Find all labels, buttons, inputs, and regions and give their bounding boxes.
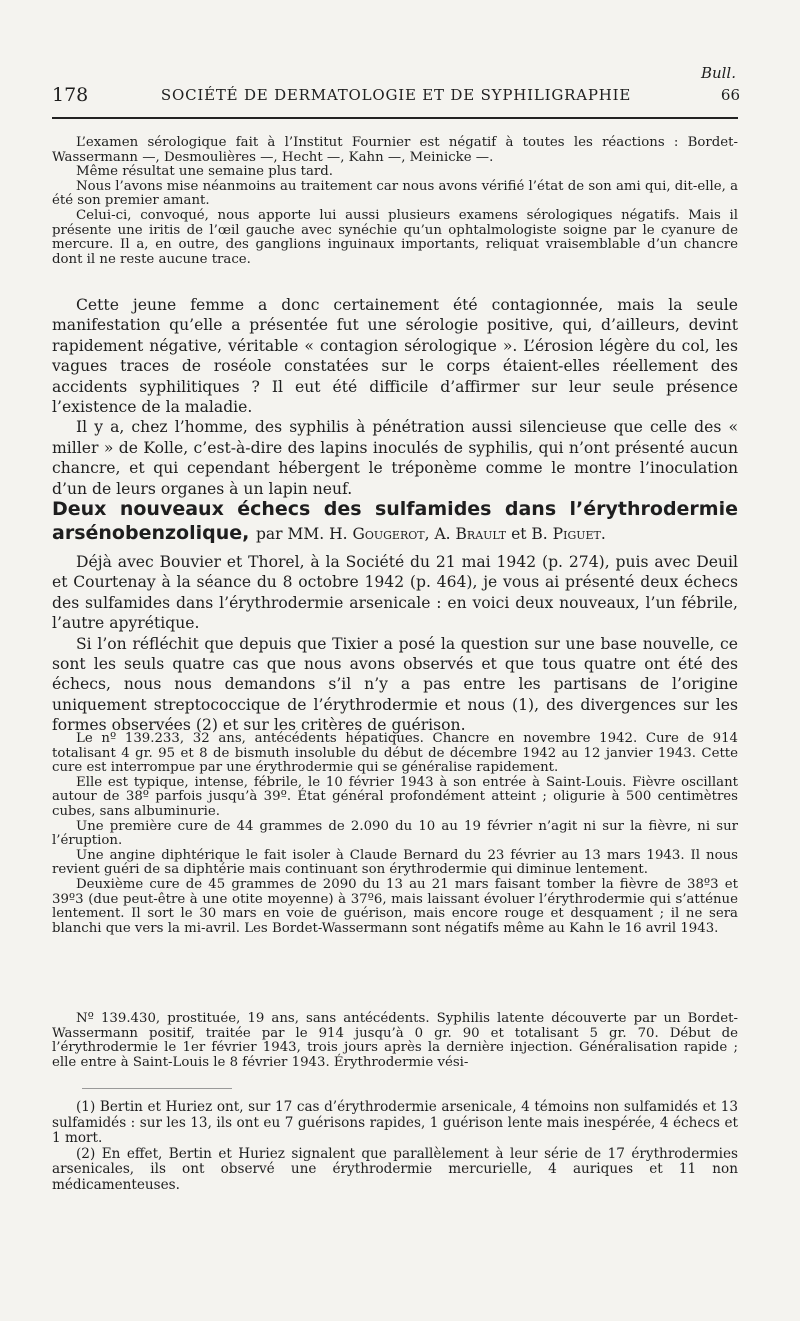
page-number: 178	[52, 84, 89, 106]
footnotes	[52, 1100, 738, 1193]
case-paragraph: Une première cure de 44 grammes de 2.090 du 10 au 19 février n’agit ni sur la fièvre, ni sur l’éruption.	[52, 818, 738, 849]
footnote-separator	[82, 1088, 232, 1089]
footnote: (1) Bertin et Huriez ont, sur 17 cas d’érythrodermie arsenicale, 4 témoins non sulfamidés et 13 sulfamidés : sur les 13, ils ont eu 7 guérisons rapides, 1 guérison lente mais inespérée, 4 échecs et 1 mort.	[52, 1099, 738, 1146]
article-title-text: Deux nouveaux échecs des sulfamides dans l’érythrodermie arsénobenzolique,	[52, 498, 738, 544]
running-header	[52, 84, 740, 108]
case-paragraph: Le nº 139.233, 32 ans, antécédents hépatiques. Chancre en novembre 1942. Cure de 914 totalisant 4 gr. 95 et 8 de bismuth insoluble du début de décembre 1942 au 12 janvier 1943. Cette cure est interrompue par une érythrodermie qui se généralise rapidement.	[52, 731, 738, 776]
case-paragraph: Deuxième cure de 45 grammes de 2090 du 13 au 21 mars faisant tomber la fièvre de 38º3 et 39º3 (due peut-être à une otite moyenne) à 37º6, mais laissant évoluer l’érythrodermie qui s’atténue lentement. Il sort le 30 mars en voie de guérison, mais encore rouge et desquament ; il ne sera blanchi que vers la mi-avril. Les Bordet-Wassermann sont négatifs même au Kahn le 16 avril 1943.	[52, 876, 738, 936]
article-introduction	[52, 552, 738, 736]
author-name: Brault	[455, 525, 507, 543]
body-paragraph: Si l’on réfléchit que depuis que Tixier a posé la question sur une base nouvelle, ce sont les seuls quatre cas que nous avons observés et que tous quatre ont été des échecs, nous nous demandons s’il n’y a pas entre les partisans de l’origine uniquement streptococcique de l’érythrodermie et nous (1), des divergences sur les formes observées (2) et sur les critères de guérison.	[52, 634, 738, 735]
byline-end: .	[600, 525, 606, 543]
byline-prefix: par MM. H.	[255, 525, 348, 543]
volume-number: 66	[720, 86, 740, 104]
byline-separator: et B.	[506, 525, 548, 543]
previous-case-notes	[52, 136, 738, 267]
article-heading	[52, 497, 738, 546]
case-two	[52, 1012, 738, 1070]
article-byline	[256, 525, 606, 543]
body-paragraph: Cette jeune femme a donc certainement été contagionnée, mais la seule manifestation qu’elle a présentée fut une sérologie positive, qui, d’ailleurs, devint rapidement négative, véritable « contagion sérologique ». L’érosion légère du col, les vagues traces de roséole constatées sur le corps étaient-elles réellement des accidents syphilitiques ? Il eut été difficile d’affirmer sur leur seule présence l’existence de la maladie.	[52, 296, 738, 417]
author-name: Gougerot	[352, 525, 425, 543]
article-title	[52, 497, 738, 546]
header-rule	[52, 117, 738, 119]
case-one	[52, 732, 738, 936]
small-paragraph: Nous l’avons mise néanmoins au traitement car nous avons vérifié l’état de son ami qui, dit-elle, a été son premier amant.	[52, 178, 738, 209]
previous-section-discussion	[52, 295, 738, 499]
case-paragraph: Elle est typique, intense, fébrile, le 10 février 1943 à son entrée à Saint-Louis. Fièvre oscillant autour de 38º parfois jusqu’à 39º. État général profondément atteint ; oligurie à 500 centimètres cubes, sans albuminurie.	[52, 774, 738, 819]
byline-separator: , A.	[424, 525, 451, 543]
body-paragraph: Il y a, chez l’homme, des syphilis à pénétration aussi silencieuse que celle des « miller » de Kolle, c’est-à-dire des lapins inoculés de syphilis, qui n’ont présenté aucun chancre, et qui cependant hébergent le tréponème comme le montre l’inoculation d’un de leurs organes à un lapin neuf.	[52, 418, 738, 498]
case-paragraph: Nº 139.430, prostituée, 19 ans, sans antécédents. Syphilis latente découverte par un Bordet-Wassermann positif, traitée par le 914 jusqu’à 0 gr. 90 et totalisant 5 gr. 70. Début de l’érythrodermie le 1er février 1943, trois jours après la dernière injection. Généralisation rapide ; elle entre à Saint-Louis le 8 février 1943. Érythrodermie vési-	[52, 1011, 738, 1070]
journal-title: SOCIÉTÉ DE DERMATOLOGIE ET DE SYPHILIGRAPHIE	[160, 86, 632, 104]
body-paragraph: Déjà avec Bouvier et Thorel, à la Société du 21 mai 1942 (p. 274), puis avec Deuil et Courtenay à la séance du 8 octobre 1942 (p. 464), je vous ai présenté deux échecs des sulfamides dans l’érythrodermie arsenicale : en voici deux nouveaux, l’un fébrile, l’autre apyrétique.	[52, 553, 738, 633]
author-name: Piguet	[552, 525, 601, 543]
footnote: (2) En effet, Bertin et Huriez signalent que parallèlement à leur série de 17 érythrodermies arsenicales, ils ont observé une érythrodermie mercurielle, 4 auriques et 11 non médicamenteuses.	[52, 1145, 738, 1193]
small-paragraph: Celui-ci, convoqué, nous apporte lui aussi plusieurs examens sérologiques négatifs. Mais il présente une iritis de l’œil gauche avec synéchie qu’un ophtalmologiste soigne par le cyanure de mercure. Il a, en outre, des ganglions inguinaux importants, reliquat vraisemblable d’un chancre dont il ne reste aucune trace.	[52, 207, 738, 267]
small-paragraph: L’examen sérologique fait à l’Institut Fournier est négatif à toutes les réactions : Bordet-Wassermann —, Desmoulières —, Hecht —, Kahn —, Meinicke —.	[52, 135, 738, 165]
bulletin-label: Bull.	[700, 64, 736, 82]
small-paragraph: Même résultat une semaine plus tard.	[76, 164, 334, 180]
case-paragraph: Une angine diphtérique le fait isoler à Claude Bernard du 23 février au 13 mars 1943. Il nous revient guéri de sa diphtérie mais continuant son érythrodermie qui diminue lentement.	[52, 847, 738, 878]
